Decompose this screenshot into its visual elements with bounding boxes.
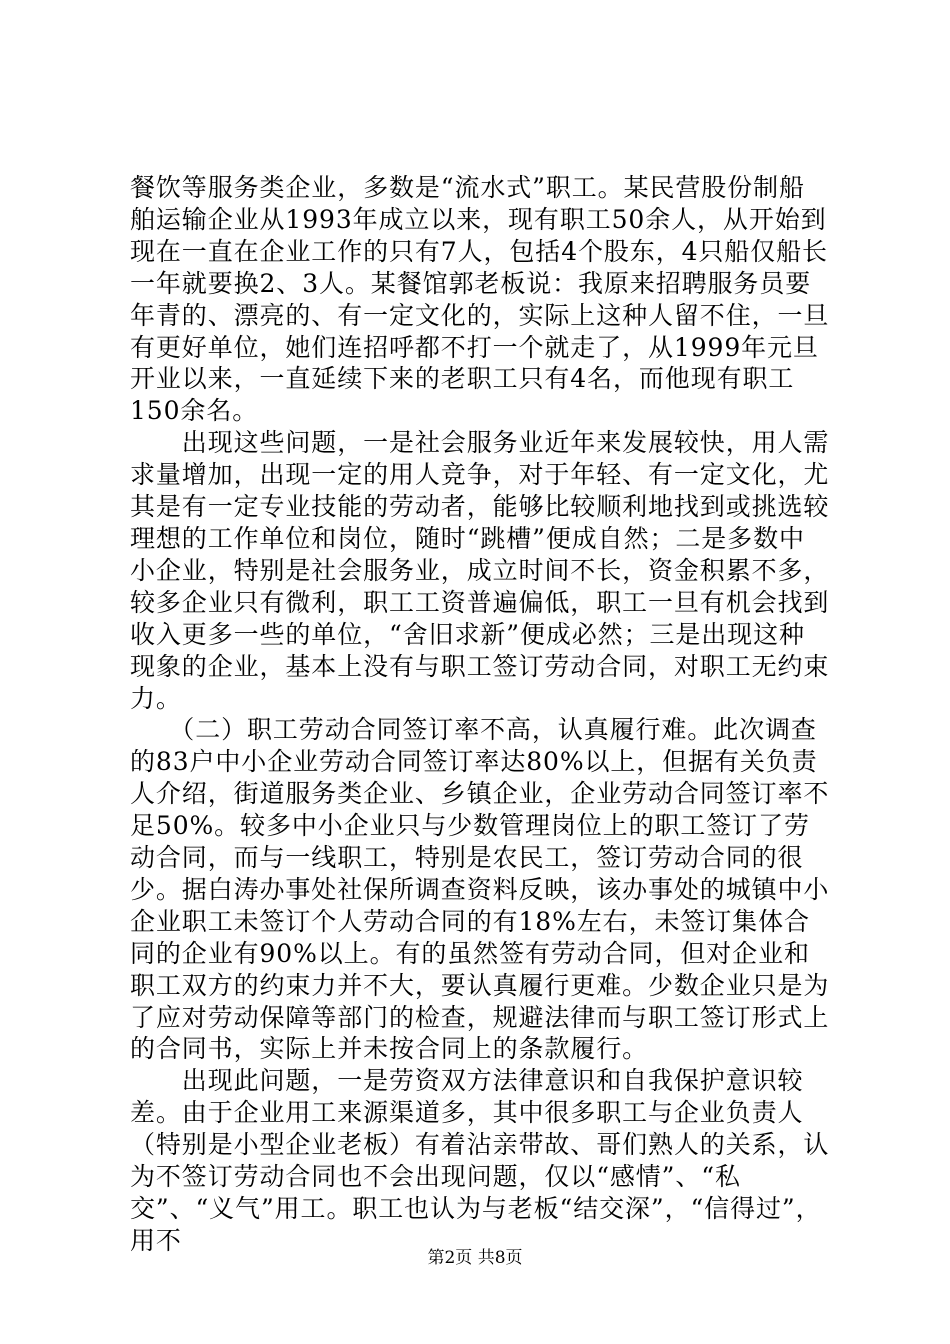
paragraph-2: 出现这些问题，一是社会服务业近年来发展较快，用人需求量增加，出现一定的用人竞争，对于年轻、有一定文化，尤其是有一定专业技能的劳动者，能够比较顺利地找到或挑选较理想的工作单位和岗位，随时“跳槽”便成自然；二是多数中小企业，特别是社会服务业，成立时间不长，资金积累不多，较多企业只有微利，职工工资普遍偏低，职工一旦有机会找到收入更多一些的单位，“舍旧求新”便成必然；三是出现这种现象的企业，基本上没有与职工签订劳动合同，对职工无约束力。 [130,428,830,713]
paragraph-4: 出现此问题，一是劳资双方法律意识和自我保护意识较差。由于企业用工来源渠道多，其中很多职工与企业负责人（特别是小型企业老板）有着沾亲带故、哥们熟人的关系，认为不签订劳动合同也不会出现问题，仅以“感情”、“私交”、“义气”用工。职工也认为与老板“结交深”，“信得过”，用不 [130,1066,830,1255]
paragraph-3: （二）职工劳动合同签订率不高，认真履行难。此次调查的83户中小企业劳动合同签订率达80%以上，但据有关负责人介绍，街道服务类企业、乡镇企业，企业劳动合同签订率不足50%。较多中小企业只与少数管理岗位上的职工签订了劳动合同，而与一线职工，特别是农民工，签订劳动合同的很少。据白涛办事处社保所调查资料反映，该办事处的城镇中小企业职工未签订个人劳动合同的有18%左右，未签订集体合同的企业有90%以上。有的虽然签有劳动合同，但对企业和职工双方的约束力并不大，要认真履行更难。少数企业只是为了应对劳动保障等部门的检查，规避法律而与职工签订形式上的合同书，实际上并未按合同上的条款履行。 [130,715,830,1064]
document-body [130,172,830,1257]
page-footer: 第2页 共8页 [427,1248,523,1268]
paragraph-1: 餐饮等服务类企业，多数是“流水式”职工。某民营股份制船舶运输企业从1993年成立以来，现有职工50余人，从开始到现在一直在企业工作的只有7人，包括4个股东，4只船仅船长一年就要换2、3人。某餐馆郭老板说：我原来招聘服务员要年青的、漂亮的、有一定文化的，实际上这种人留不住，一旦有更好单位，她们连招呼都不打一个就走了，从1999年元旦开业以来，一直延续下来的老职工只有4名，而他现有职工150余名。 [130,173,830,426]
